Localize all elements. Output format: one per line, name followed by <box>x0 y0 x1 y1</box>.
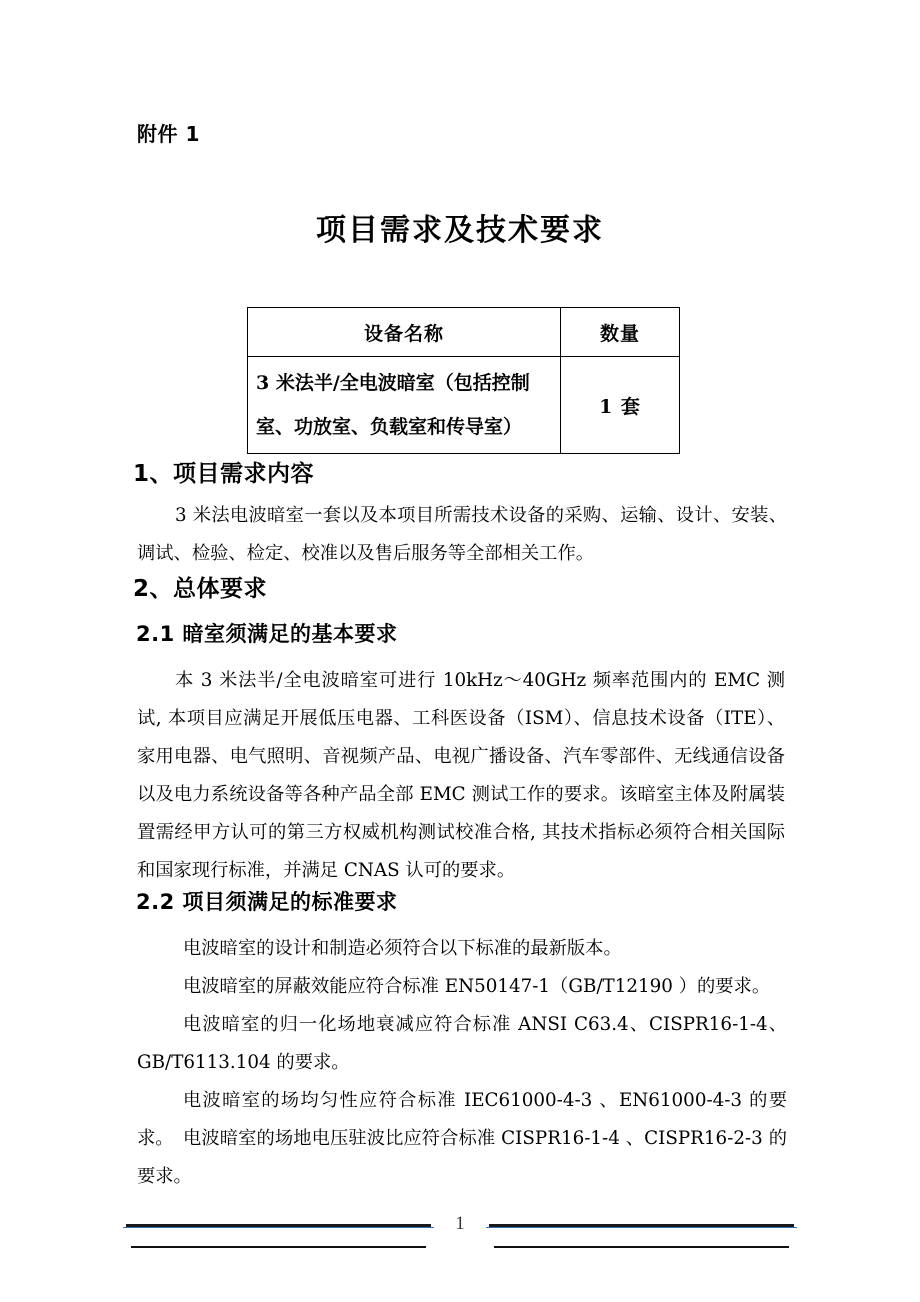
footer-rule-left-thin <box>131 1246 426 1248</box>
table-header-row <box>248 308 680 357</box>
section-heading-1: 1、项目需求内容 <box>133 461 315 487</box>
section-heading-2: 2、总体要求 <box>133 576 268 602</box>
column-header-quantity: 数量 <box>561 308 680 357</box>
column-header-equipment-name: 设备名称 <box>248 308 561 357</box>
section-2-1-paragraph-1: 本 3 米法半/全电波暗室可进行 10kHz～40GHz 频率范围内的 EMC 测试, 本项目应满足开展低压电器、工科医设备（ISM）、信息技术设备（ITE）、家用电器、电气照明、音视频产品、电视广播设备、汽车零部件、无线通信设备以及电力系统设备等各种产品全部 EMC 测试工作的要求。该暗室主体及附属装置需经甲方认可的第三方权威机构测试校准合格, 其技术指标必须符合相关国际和国家现行标准，并满足 CNAS 认可的要求。 <box>137 670 785 881</box>
section-heading-2-2: 2.2 项目须满足的标准要求 <box>136 890 398 914</box>
cell-equipment-name: 3 米法半/全电波暗室（包括控制室、功放室、负载室和传导室） <box>248 357 561 454</box>
attachment-label: 附件 1 <box>137 122 200 146</box>
section-2-2-paragraph-4: 电波暗室的场均匀性应符合标准 IEC61000-4-3 、EN61000-4-3 的要求。 <box>137 1090 787 1149</box>
section-2-2-paragraph-3: 电波暗室的归一化场地衰减应符合标准 ANSI C63.4、CISPR16-1-4、GB/T6113.104 的要求。 <box>137 1014 787 1073</box>
section-heading-2-1: 2.1 暗室须满足的基本要求 <box>136 622 398 646</box>
footer-rule-right-thin <box>494 1246 789 1248</box>
page-title: 项目需求及技术要求 <box>316 213 604 248</box>
section-2-2-paragraph-2: 电波暗室的屏蔽效能应符合标准 EN50147-1（GB/T12190 ）的要求。 <box>183 976 771 997</box>
table-row <box>248 357 680 454</box>
section-2-2-paragraph-1: 电波暗室的设计和制造必须符合以下标准的最新版本。 <box>183 938 622 959</box>
equipment-spec-table <box>247 307 680 454</box>
section-1-paragraph-1: 3 米法电波暗室一套以及本项目所需技术设备的采购、运输、设计、安装、调试、检验、检定、校准以及售后服务等全部相关工作。 <box>137 505 787 564</box>
cell-quantity: 1 套 <box>561 357 680 454</box>
page-number: 1 <box>455 1213 465 1234</box>
section-2-2-paragraph-5: 电波暗室的场地电压驻波比应符合标准 CISPR16-1-4 、CISPR16-2-3 的要求。 <box>137 1128 787 1187</box>
